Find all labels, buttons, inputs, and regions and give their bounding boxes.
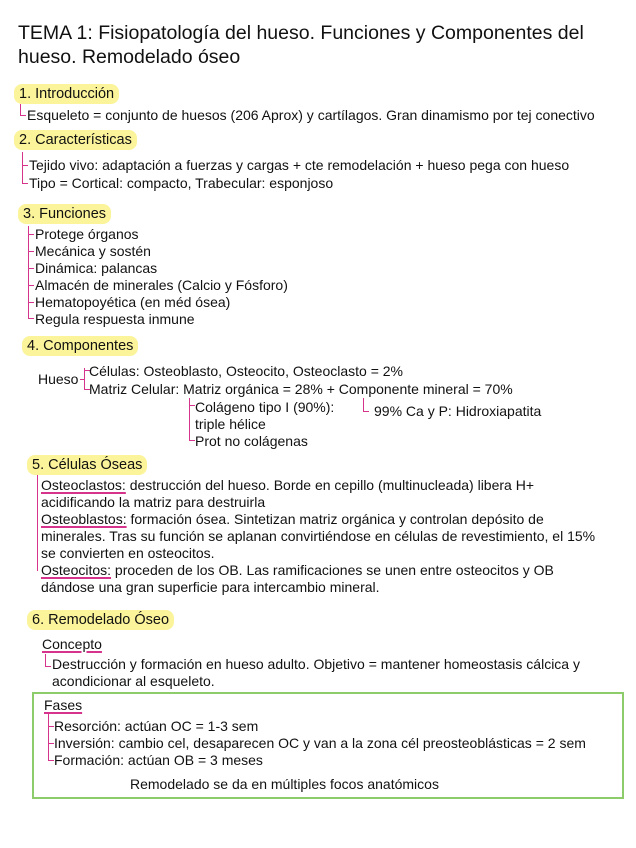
bracket xyxy=(20,104,21,115)
concepto-line-1: Destrucción y formación en hueso adulto. Objetivo = mantener homeostasis cálcica y xyxy=(52,656,580,672)
page-title-line-2: hueso. Remodelado óseo xyxy=(18,46,241,68)
fases-item: Formación: actúan OB = 3 meses xyxy=(54,752,263,768)
section-header-componentes: 4. Componentes xyxy=(22,336,138,356)
bracket-tick xyxy=(363,411,369,412)
bracket xyxy=(48,714,49,760)
fases-item: Inversión: cambio cel, desaparecen OC y van a la zona cél preosteoblásticas = 2 sem xyxy=(54,735,586,751)
bracket-tick xyxy=(22,183,28,184)
bracket-tick xyxy=(45,666,51,667)
bracket-tick xyxy=(20,115,26,116)
section-header-introduccion: 1. Introducción xyxy=(14,84,119,104)
osteocitos-line-2: dándose una gran superficie para intercambio mineral. xyxy=(41,579,380,595)
bracket-tick xyxy=(22,165,28,166)
section-header-celulas-oseas: 5. Células Óseas xyxy=(27,455,147,475)
page-title-line-1: TEMA 1: Fisiopatología del hueso. Funciones y Componentes del xyxy=(18,22,584,44)
osteoblastos-line-2: minerales. Tras su función se aplanan convirtiéndose en células de revestimiento, el 15% xyxy=(41,528,596,544)
fases-label: Fases xyxy=(44,697,83,713)
componentes-celulas: Células: Osteoblasto, Osteocito, Osteoclasto = 2% xyxy=(89,363,403,379)
bracket-tick xyxy=(28,302,34,303)
funciones-item: Dinámica: palancas xyxy=(35,260,158,276)
bracket-tick xyxy=(28,318,34,319)
bracket xyxy=(363,398,364,411)
osteoblastos-term: Osteoblastos: xyxy=(41,511,127,527)
caracteristicas-item: Tipo = Cortical: compacto, Trabecular: esponjoso xyxy=(29,175,334,191)
funciones-item: Hematopoyética (en méd ósea) xyxy=(35,294,231,310)
bracket xyxy=(84,368,85,390)
bracket xyxy=(28,226,29,318)
osteoclastos-line-2: acidificando la matriz para destruirla xyxy=(41,494,266,510)
osteoclastos-line-1 xyxy=(41,476,534,494)
osteoblastos-line-1 xyxy=(41,510,544,528)
componentes-matriz: Matriz Celular: Matriz orgánica = 28% + Componente mineral = 70% xyxy=(89,381,513,397)
remodelado-nota: Remodelado se da en múltiples focos anatómicos xyxy=(130,776,439,792)
caracteristicas-item: Tejido vivo: adaptación a fuerzas y cargas + cte remodelación + hueso pega con hueso xyxy=(29,157,570,173)
bracket-tick xyxy=(28,285,34,286)
bracket-tick xyxy=(80,379,84,380)
section-header-caracteristicas: 2. Características xyxy=(14,130,137,150)
osteoclastos-desc: destrucción del hueso. Borde en cepillo (multinucleada) libera H+ xyxy=(125,477,535,493)
bracket-tick xyxy=(28,268,34,269)
bracket-tick xyxy=(28,251,34,252)
organica-item: Colágeno tipo I (90%): xyxy=(195,399,335,415)
componentes-mineral: 99% Ca y P: Hidroxiapatita xyxy=(374,403,542,419)
osteoclastos-term: Osteoclastos: xyxy=(41,477,126,493)
componentes-root: Hueso xyxy=(38,371,79,387)
osteoblastos-line-3: se convierten en osteocitos. xyxy=(41,545,215,561)
bracket xyxy=(45,654,46,666)
concepto-label: Concepto xyxy=(42,636,102,652)
fases-item: Resorción: actúan OC = 1-3 sem xyxy=(54,718,259,734)
bracket-tick xyxy=(28,234,34,235)
osteocitos-desc: proceden de los OB. Las ramificaciones se unen entre osteocitos y OB xyxy=(111,562,554,578)
concepto-line-2: acondicionar al esqueleto. xyxy=(52,673,215,689)
section-header-remodelado: 6. Remodelado Óseo xyxy=(27,610,174,630)
osteocitos-line-1 xyxy=(41,561,554,579)
organica-item: triple hélice xyxy=(195,416,266,432)
osteocitos-term: Osteocitos: xyxy=(41,562,112,578)
funciones-item: Mecánica y sostén xyxy=(35,243,151,259)
introduccion-text: Esqueleto = conjunto de huesos (206 Aprox) y cartílagos. Gran dinamismo por tej conectivo xyxy=(27,107,595,123)
bracket xyxy=(37,475,38,571)
funciones-item: Regula respuesta inmune xyxy=(35,311,195,327)
organica-item: Prot no colágenas xyxy=(195,433,308,449)
osteoblastos-desc: formación ósea. Sintetizan matriz orgánica y controlan depósito de xyxy=(126,511,544,527)
section-header-funciones: 3. Funciones xyxy=(18,204,111,224)
bracket xyxy=(22,152,23,184)
funciones-item: Protege órganos xyxy=(35,226,139,242)
funciones-item: Almacén de minerales (Calcio y Fósforo) xyxy=(35,277,288,293)
